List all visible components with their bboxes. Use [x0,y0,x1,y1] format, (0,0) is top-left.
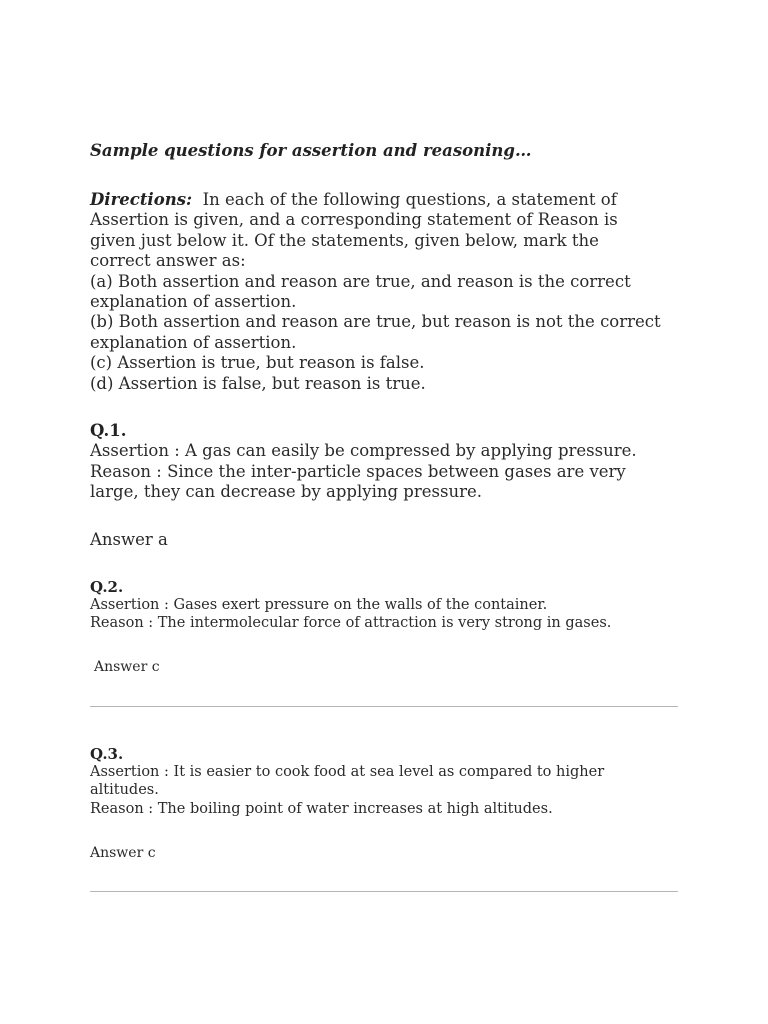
question-2 [90,578,690,633]
divider [90,891,678,892]
option-c-line: (c) Assertion is true, but reason is false. [90,353,425,373]
question-1-answer: Answer a [90,530,168,549]
reason-text: Reason : Since the inter-particle spaces between gases are very [90,461,626,481]
directions-block [90,190,690,394]
option-a-line: explanation of assertion. [90,292,297,312]
question-2-answer: Answer c [94,659,160,675]
divider [90,706,678,707]
question-1 [90,421,690,503]
assertion-text: Assertion : A gas can easily be compressed by applying pressure. [90,441,637,461]
question-3 [90,745,690,818]
option-b-line: (b) Both assertion and reason are true, but reason is not the correct [90,312,661,332]
question-heading: Q.2. [90,578,124,596]
directions-label: Directions: [90,190,193,209]
assertion-text: altitudes. [90,782,159,799]
question-heading: Q.3. [90,745,124,763]
directions-line: Assertion is given, and a corresponding statement of Reason is [90,210,618,230]
reason-text: Reason : The boiling point of water increases at high altitudes. [90,800,553,817]
reason-text: large, they can decrease by applying pressure. [90,482,482,502]
directions-text: In each of the following questions, a statement of [202,190,617,209]
question-3-answer: Answer c [90,845,156,861]
option-b-line: explanation of assertion. [90,332,297,352]
directions-line: correct answer as: [90,251,246,271]
question-heading: Q.1. [90,421,127,440]
reason-text: Reason : The intermolecular force of attraction is very strong in gases. [90,615,612,632]
directions-line: given just below it. Of the statements, given below, mark the [90,230,599,250]
assertion-text: Assertion : Gases exert pressure on the walls of the container. [90,597,548,614]
directions-first-line [90,190,690,210]
option-a-line: (a) Both assertion and reason are true, and reason is the correct [90,271,631,291]
option-d-line: (d) Assertion is false, but reason is true. [90,373,426,393]
assertion-text: Assertion : It is easier to cook food at sea level as compared to higher [90,764,605,781]
page-title: Sample questions for assertion and reasoning… [90,141,532,160]
